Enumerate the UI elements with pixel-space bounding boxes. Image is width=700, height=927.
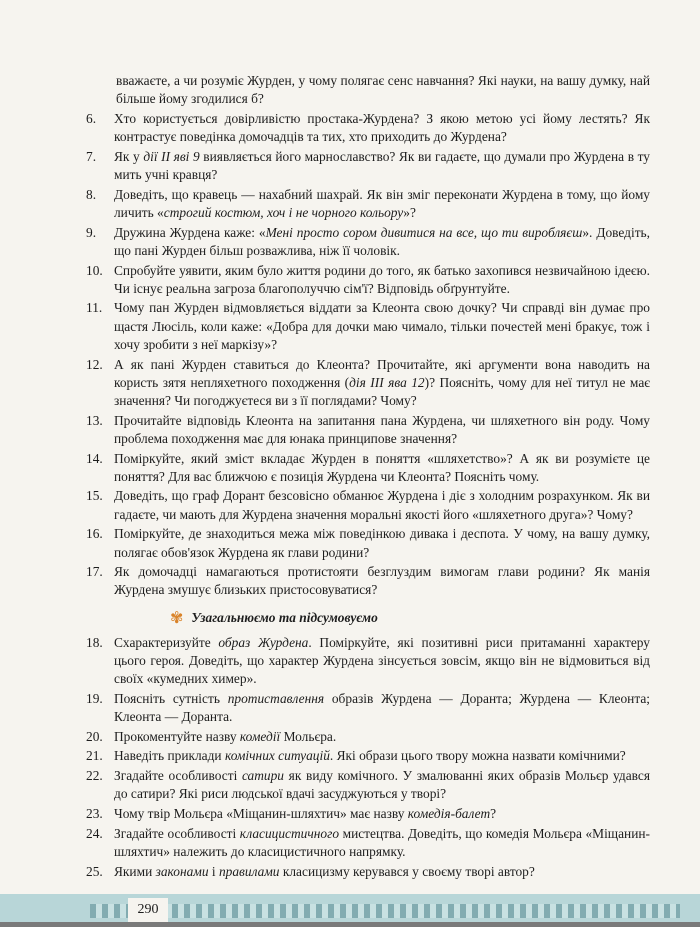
question-text: як виду комічного. У змалюванні яких образів Мольєр удався до сатири? Які риси людської вдачі засуджуються у творі? bbox=[114, 768, 650, 802]
question-item bbox=[86, 728, 650, 746]
question-number: 6. bbox=[86, 110, 97, 126]
question-emphasis: комедії bbox=[239, 728, 281, 744]
question-text: Чому пан Журден відмовляється віддати за Клеонта свою дочку? Чи справді він думає про щастя Люсіль, коли каже: «Добра для дочки маю чимало, тільки почестей мені бракує, тож і хочу зробити з неї маркізу»? bbox=[114, 300, 650, 352]
question-number: 17. bbox=[86, 564, 103, 580]
question-item bbox=[86, 563, 650, 599]
question-emphasis: правилами bbox=[218, 863, 280, 879]
question-text: виявляється його марнославство? Як ви гадаєте, що думали про Журдена в ту мить учні кравця? bbox=[114, 148, 650, 183]
question-text: Поясніть сутність bbox=[114, 690, 228, 706]
question-text: Доведіть, що граф Дорант безсовісно обманює Журдена і діє з холодним розрахунком. Як ви гадаєте, чи мають для Журдена значення моральні якості його «шляхетного друга»? Чому? bbox=[114, 488, 650, 522]
question-text: Хто користується довірливістю простака-Журдена? З якою метою усі йому лестять? Як контрастує поведінка домочадців та тих, хто приходить до Журдена? bbox=[114, 110, 650, 145]
question-number: 24. bbox=[86, 825, 103, 841]
question-item bbox=[86, 262, 650, 298]
question-emphasis: дії II яві 9 bbox=[143, 148, 200, 164]
question-text: Прочитайте відповідь Клеонта на запитання пана Журдена, чи шляхетного він роду. Чому проблема походження має для юнака принципове значення? bbox=[114, 412, 650, 446]
question-text: Доведіть, що кравець — нахабний шахрай. Як він зміг переконати Журдена в тому, що йому личить « bbox=[114, 186, 650, 220]
question-text: . Які образи цього твору можна назвати комічними? bbox=[329, 748, 626, 764]
question-number: 14. bbox=[86, 450, 103, 466]
question-number: 15. bbox=[86, 488, 103, 504]
question-text: Схарактеризуйте bbox=[114, 634, 219, 650]
question-item bbox=[86, 450, 650, 486]
question-text: ». Доведіть, що пані Журден більш розважлива, ніж її чоловік. bbox=[114, 224, 651, 258]
footer-ornament-left bbox=[90, 904, 130, 918]
question-item bbox=[86, 767, 650, 803]
question-item bbox=[86, 690, 651, 726]
question-text: Спробуйте уявити, яким було життя родини до того, як батько захопився незвичайною ідеєю. Чи існує реальна загроза благополуччю сім'ї? Відповідь обґрунтуйте. bbox=[114, 262, 650, 296]
question-emphasis: сатири bbox=[241, 768, 285, 784]
question-item bbox=[86, 805, 650, 823]
question-number: 19. bbox=[86, 690, 103, 706]
question-text: Згадайте особливості bbox=[114, 825, 240, 841]
question-text: . Поміркуйте, які позитивні риси притаманні характеру цього героя. Доведіть, що характер Журдена зінсується зовсім, якщо він не відмовиться від своїх «кумедних химер». bbox=[114, 634, 650, 687]
question-text: класицизму керувався у своєму творі автор? bbox=[279, 863, 535, 879]
question-text: Поміркуйте, який зміст вкладає Журден в поняття «шляхетство»? А як ви розумієте це поняття? Для вас ближчою є позиція Журдена чи Клеонта? Поясніть чому. bbox=[114, 450, 650, 484]
question-text: ? bbox=[490, 806, 497, 822]
page-number: 290 bbox=[128, 898, 168, 922]
question-emphasis: класицистичного bbox=[239, 825, 340, 841]
question-item bbox=[86, 487, 650, 523]
bottom-strip bbox=[0, 922, 700, 927]
question-emphasis: Мені просто сором дивитися на все, що ти виробляєш bbox=[265, 224, 583, 240]
question-text: Як домочадці намагаються протистояти безглуздим вимогам глави родини? Як манія Журдена змушує близьких пристосовуватися? bbox=[114, 564, 650, 598]
question-emphasis: законами bbox=[155, 863, 209, 879]
question-number: 8. bbox=[86, 186, 97, 202]
page-content bbox=[86, 72, 651, 882]
question-text: Наведіть приклади bbox=[114, 748, 225, 764]
question-item bbox=[86, 747, 650, 765]
question-number: 10. bbox=[86, 262, 103, 278]
question-text: А як пані Журден ставиться до Клеонта? Прочитайте, які аргументи вона наводить на користь зятя непляхетного походження ( bbox=[114, 356, 650, 390]
question-number: 9. bbox=[86, 224, 97, 240]
question-number: 7. bbox=[86, 148, 97, 164]
summary-questions-list bbox=[86, 634, 651, 881]
section-header bbox=[170, 608, 650, 628]
question-item bbox=[86, 110, 650, 146]
question-emphasis: протиставлення bbox=[227, 690, 325, 706]
question-emphasis: образ Журдена bbox=[218, 634, 309, 650]
question-item bbox=[86, 412, 650, 448]
question-text: образів Журдена — Доранта; Журдена — Клеонта; Клеонта — Доранта. bbox=[114, 690, 651, 724]
question-number: 20. bbox=[86, 728, 103, 744]
question-number: 23. bbox=[86, 806, 103, 822]
question-text: Як у bbox=[114, 148, 144, 164]
question-text: і bbox=[208, 863, 219, 879]
question-item bbox=[86, 186, 650, 222]
question-text: »? bbox=[403, 204, 416, 220]
question-item bbox=[86, 299, 650, 354]
question-number: 25. bbox=[86, 863, 103, 879]
question-text: Згадайте особливості bbox=[114, 768, 242, 784]
question-item bbox=[86, 634, 650, 689]
question-item bbox=[86, 825, 651, 861]
question-emphasis: комедія-балет bbox=[407, 806, 491, 822]
question-text: Якими bbox=[114, 863, 156, 879]
question-number: 11. bbox=[86, 300, 103, 316]
question-text: Чому твір Мольєра «Міщанин-шляхтич» має назву bbox=[114, 806, 408, 822]
question-emphasis: комічних ситуацій bbox=[224, 748, 330, 764]
footer-ornament bbox=[160, 904, 680, 918]
question-item bbox=[86, 525, 650, 561]
question-item bbox=[86, 224, 651, 260]
questions-list bbox=[86, 110, 651, 600]
intro-text: вважаєте, а чи розуміє Журден, у чому полягає сенс навчання? Які науки, на вашу думку, най більше йому згодилися б? bbox=[116, 73, 650, 107]
question-number: 22. bbox=[86, 768, 103, 784]
question-emphasis: строгий костюм, хоч і не чорного кольору bbox=[163, 204, 404, 220]
section-title: Узагальнюємо та підсумовуємо bbox=[191, 609, 378, 625]
question-number: 13. bbox=[86, 412, 103, 428]
question-text: Прокоментуйте назву bbox=[114, 728, 240, 744]
question-emphasis: дія III ява 12 bbox=[349, 374, 425, 390]
question-text: Поміркуйте, де знаходиться межа між поведінкою дивака і деспота. У чому, на вашу думку, полягає обов'язок Журдена як глави родини? bbox=[114, 526, 650, 560]
question-number: 16. bbox=[86, 526, 103, 542]
question-item bbox=[86, 148, 650, 184]
question-text: Мольєра. bbox=[280, 728, 337, 744]
question-number: 12. bbox=[86, 356, 103, 372]
question-text: )? Поясніть, чому для неї титул не має значення? Чи погоджуєтеся ви з її поглядами? Чому? bbox=[114, 374, 651, 408]
question-number: 18. bbox=[86, 634, 103, 650]
question-text: мистецтва. Доведіть, що комедія Мольєра «Міщанин-шляхтич» належить до класицистичного напрямку. bbox=[114, 825, 651, 859]
question-text: Дружина Журдена каже: « bbox=[114, 224, 266, 240]
flower-icon: ✾ bbox=[170, 609, 184, 627]
question-item bbox=[86, 356, 651, 411]
question-item bbox=[86, 863, 650, 881]
question-number: 21. bbox=[86, 748, 103, 764]
